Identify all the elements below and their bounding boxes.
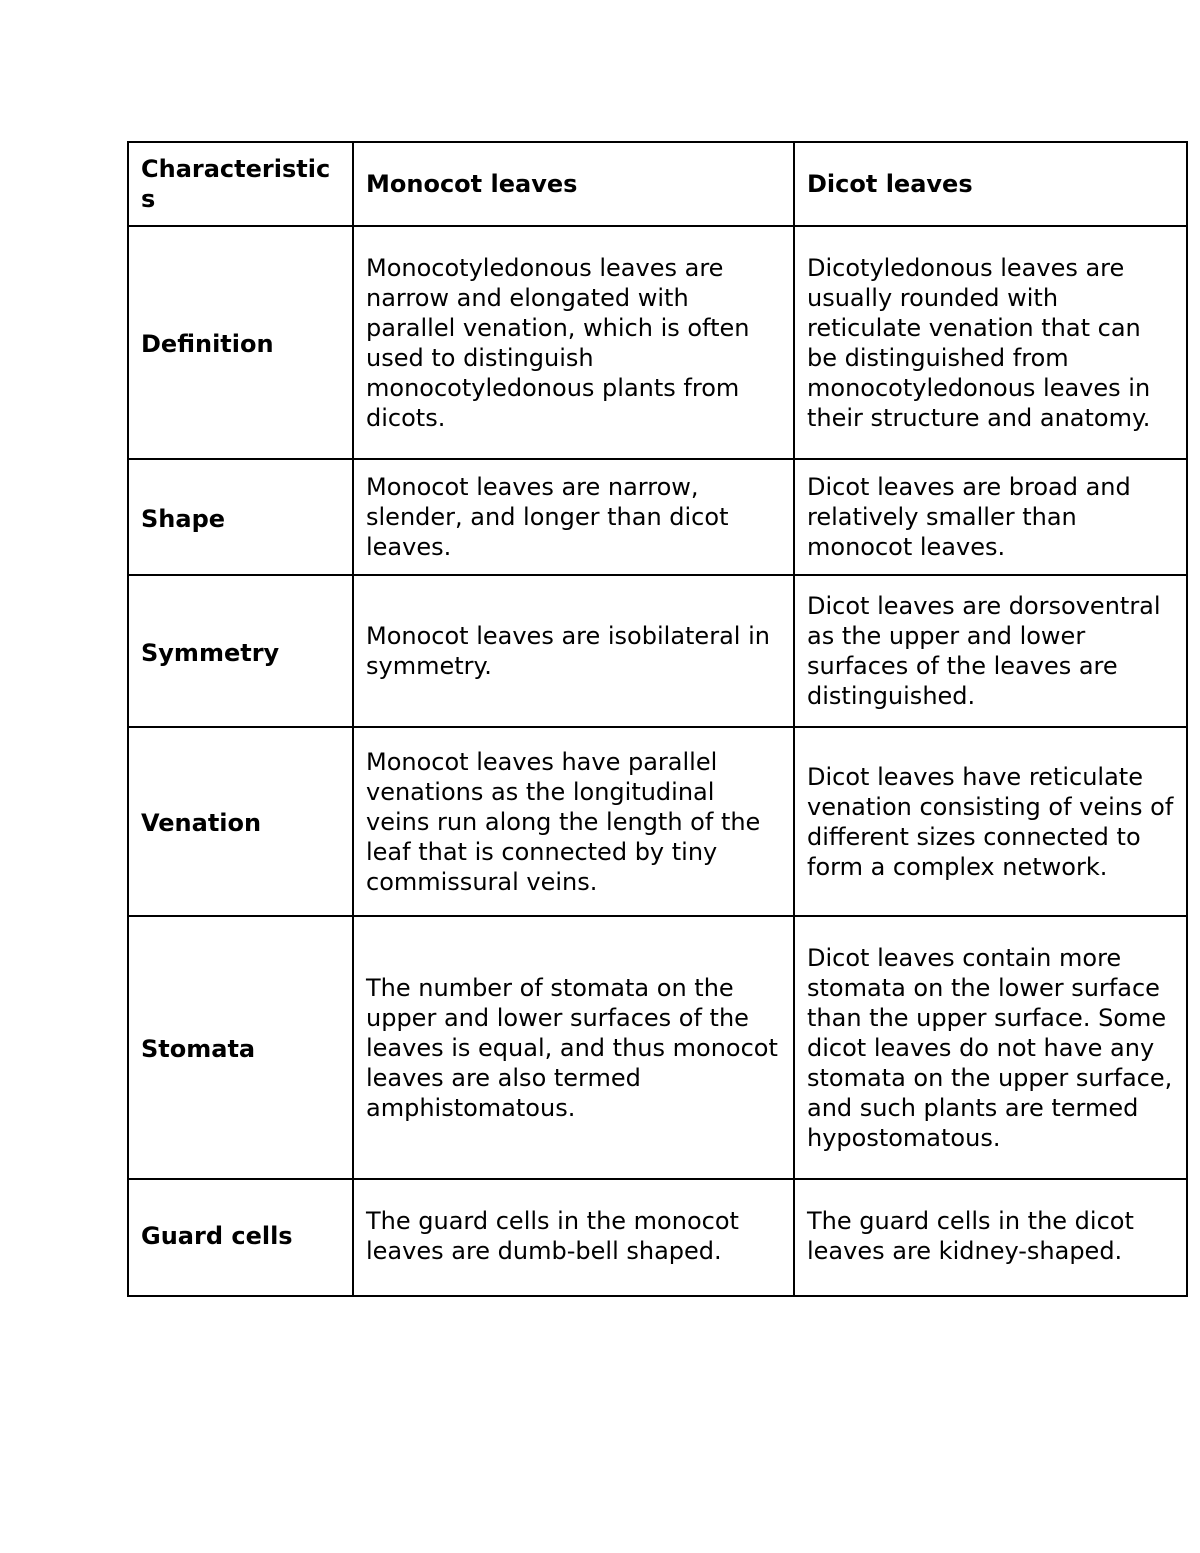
- monocot-cell: The number of stomata on the upper and lower surfaces of the leaves is equal, and thus monocot leaves are also termed amphistomatous.: [353, 916, 794, 1179]
- row-label: Definition: [128, 226, 353, 459]
- monocot-cell: Monocot leaves have parallel venations as the longitudinal veins run along the length of the leaf that is connected by tiny commissural veins.: [353, 727, 794, 916]
- row-label: Venation: [128, 727, 353, 916]
- table-row-stomata: [128, 916, 1187, 1179]
- dicot-cell: The guard cells in the dicot leaves are kidney-shaped.: [794, 1179, 1187, 1296]
- row-label: Shape: [128, 459, 353, 575]
- table-row-definition: [128, 226, 1187, 459]
- dicot-cell: Dicot leaves are broad and relatively smaller than monocot leaves.: [794, 459, 1187, 575]
- row-label: Stomata: [128, 916, 353, 1179]
- table-row-guard-cells: [128, 1179, 1187, 1296]
- monocot-cell: The guard cells in the monocot leaves are dumb-bell shaped.: [353, 1179, 794, 1296]
- header-monocot-leaves: Monocot leaves: [353, 142, 794, 226]
- table-row-shape: [128, 459, 1187, 575]
- dicot-cell: Dicotyledonous leaves are usually rounded with reticulate venation that can be distinguished from monocotyledonous leaves in their structure and anatomy.: [794, 226, 1187, 459]
- dicot-cell: Dicot leaves are dorsoventral as the upper and lower surfaces of the leaves are distinguished.: [794, 575, 1187, 727]
- monocot-cell: Monocotyledonous leaves are narrow and elongated with parallel venation, which is often used to distinguish monocotyledonous plants from dicots.: [353, 226, 794, 459]
- header-characteristics: Characteristics: [128, 142, 353, 226]
- header-dicot-leaves: Dicot leaves: [794, 142, 1187, 226]
- monocot-cell: Monocot leaves are narrow, slender, and longer than dicot leaves.: [353, 459, 794, 575]
- table-row-symmetry: [128, 575, 1187, 727]
- dicot-cell: Dicot leaves have reticulate venation consisting of veins of different sizes connected to form a complex network.: [794, 727, 1187, 916]
- comparison-table: [127, 141, 1188, 1297]
- monocot-cell: Monocot leaves are isobilateral in symmetry.: [353, 575, 794, 727]
- dicot-cell: Dicot leaves contain more stomata on the lower surface than the upper surface. Some dicot leaves do not have any stomata on the upper surface, and such plants are termed hypostomatous.: [794, 916, 1187, 1179]
- table-header-row: [128, 142, 1187, 226]
- row-label: Guard cells: [128, 1179, 353, 1296]
- row-label: Symmetry: [128, 575, 353, 727]
- table-row-venation: [128, 727, 1187, 916]
